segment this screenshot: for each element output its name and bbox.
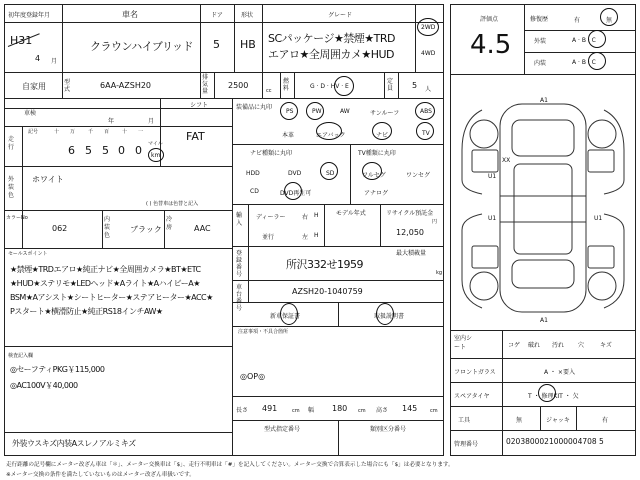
fuel-label: 燃料 [283,78,290,92]
height-value: 145 [402,404,418,413]
exterior-grade-label: 外装 [534,38,547,45]
mileage-digit: 5 [85,144,92,157]
exterior-color: ホワイト [32,175,64,184]
mileage-label: 走行 [8,136,15,151]
capacity-label: 定員 [387,78,394,92]
diagram-mark: XX [502,157,511,164]
inspection-year-unit: 年 [108,118,115,125]
navi-hdd: HDD [246,170,260,177]
sheet-stain: 汚れ [552,342,565,349]
import-left: 左 [302,234,309,241]
car-damage-diagram [452,90,634,326]
exterior-color-label: 外装色 [8,176,15,199]
equip-navi: ナビ [376,132,389,139]
fuel-options: G · D · HV · E [310,83,349,90]
manual-circle [376,303,394,325]
displacement: 2500 [228,81,249,90]
jack-value: 有 [602,417,609,424]
usage: 自家用 [22,82,46,91]
mgmt-number: 0203800021000004708 5 [506,437,604,446]
km-label: km [151,152,161,159]
displacement-label: 排気量 [202,74,209,95]
equip-tv: TV [422,130,430,137]
sales-line-2: ★HUD★ステリモ★LEDヘッド★Aライト★AハイビーA★ [10,279,200,288]
doors-label: ドア [211,12,223,19]
navi-sd-circle [320,162,338,180]
diagram-mark: A1 [540,317,548,324]
warranty-circle [280,303,298,325]
grade-line-2: エアロ★全周囲カメ★HUD [268,48,395,61]
inspector-label: 検査記入欄 [8,353,34,359]
equip-aw: AW [340,108,350,115]
height-unit: cm [430,408,438,414]
height-label: 高さ [376,407,389,414]
registration-label: 登録番号 [236,250,243,278]
sheet-koge: コゲ [508,342,521,349]
sales-point-label: セールスポイント [8,251,48,257]
interior-b-circle [588,52,606,70]
class-label: 類別区分番号 [370,426,407,433]
equip-abs: ABS [420,108,432,115]
drive-4wd: 4WD [421,50,436,57]
doors-value: 5 [213,38,220,51]
equip-leather: 本革 [282,132,295,139]
mile-label: マイル [148,141,163,147]
repair-label: 修復歴 [530,16,549,23]
tv-fullseg-circle [362,162,382,180]
navi-dvd: DVD [288,170,302,177]
first-reg-label: 初年度登録年月 [8,12,51,19]
new-car-warranty: 新車保証書 [270,313,301,320]
equip-airbag-circle [316,122,342,140]
equip-navi-circle [372,122,392,140]
shape-label: 形状 [241,12,254,19]
front-glass-value: A ・ ×要入 [544,369,575,376]
length-label: 長さ [236,407,249,414]
equip-pw: PW [312,108,322,115]
navi-type-label: ナビ種類に丸印 [250,150,293,157]
repair-kit-circle [538,384,556,402]
km-circle [148,148,164,162]
tv-fullseg: フルセグ [362,172,386,179]
chassis-label: 車台番号 [236,284,243,312]
shift-label: シフト [190,102,209,109]
navi-dvd-playback: DVD再生可 [280,190,312,197]
model-code: 6AA-AZSH20 [100,81,152,90]
equip-airbag: エアバック [316,132,346,139]
registration-number: 所沢332せ1959 [286,258,363,271]
width-label: 幅 [308,407,315,414]
import-right: 右 [302,214,309,221]
navi-sd: SD [326,170,335,177]
mileage-digit: 0 [118,144,125,157]
max-load-label: 最大積載量 [396,250,427,257]
exterior-grades: A · B · C [572,37,596,44]
inspector-line-1: ◎セーフティPKG￥115,000 [10,365,105,374]
capacity-unit: 人 [425,86,432,93]
inspector-line-2: ◎AC100V￥40,000 [10,381,78,390]
name-label: 車名 [122,10,138,19]
footer-line-2: ※メーター交換の条件を満たしていないものはメーター改ざん車扱いです。 [6,472,195,478]
interior-color-label: 内装色 [104,216,111,239]
tools-value: 無 [516,417,523,424]
ac-value: AAC [194,224,211,233]
diagram-mark: U1 [594,215,603,222]
width-value: 180 [332,404,348,413]
sales-line-3: BSM★Aアシスト★シートヒーター★ステアヒーター★ACC★ [10,293,213,302]
import-parallel: 並行 [262,234,275,241]
capacity: 5 [412,81,418,90]
inspection-month-unit: 月 [148,118,155,125]
notes-label: 注意事項・不具合箇所 [238,329,289,335]
mileage-digit: 0 [135,144,142,157]
tv-oneseg: ワンセグ [406,172,431,179]
car-name: クラウンハイブリッド [90,40,194,53]
color-no: 062 [52,224,68,233]
spare-tire-label: スペアタイヤ [454,393,490,400]
import-h-2: H [314,232,319,239]
interior-sheet-label: 室内シート [454,335,473,351]
first-reg-month-unit: 月 [51,58,58,65]
drive-2wd: 2WD [421,24,436,31]
mgmt-label: 管理番号 [454,441,479,448]
equip-pw-circle [306,102,324,120]
type-label: 型式 [64,79,71,93]
tv-analog: アナログ [364,190,389,197]
grade-line-1: SCパッケージ★禁煙★TRD [268,32,395,45]
repair-no: 無 [606,17,613,24]
import-h-1: H [314,212,319,219]
fuel-hv-circle [334,76,354,96]
score-value: 4.5 [470,30,512,60]
equip-ps: PS [286,108,294,115]
drive-2wd-circle [417,18,439,36]
interior-grade-label: 内装 [534,60,547,67]
diagram-mark: U1 [488,173,497,180]
sheet-scratch: キズ [600,342,612,349]
interior-grades: A · B · C [572,59,596,66]
notes-value: ◎OP◎ [240,372,266,381]
shift-value: FAT [186,130,205,143]
exterior-b-circle [588,30,606,48]
inspection-label: 車検 [24,110,37,117]
width-unit: cm [358,408,366,414]
equip-sunroof: サンルーフ [370,110,400,117]
recycle-label: リサイクル預託金 [386,210,434,217]
sheet-tear: 破れ [528,342,541,349]
diagram-mark: A1 [540,97,548,104]
length-unit: cm [292,408,300,414]
cc-unit: cc [266,88,272,94]
color-note: ( ) 色替車は色替と記入 [146,201,199,207]
type-cert-label: 型式指定番号 [264,426,301,433]
jack-label: ジャッキ [546,417,570,424]
first-reg-era: H31 [10,34,33,47]
first-reg-month: 4 [35,54,41,63]
recycle-yen: 円 [432,219,438,225]
interior-color: ブラック [130,225,162,234]
color-no-label: カラーNo [6,215,28,221]
front-glass-label: フロントガラス [454,369,496,376]
recycle-value: 12,050 [396,228,424,237]
footer-line-1: 走行距離の記号欄にメーター改ざん車は「＊」、メーター交換車は「$」、走行不明車は「#」を記入してください。メーター交換で合算表示した場合にも「$」は必要となります。 [6,462,454,468]
mileage-digits [60,144,160,158]
equip-abs-circle [415,102,435,120]
tv-type-label: TV種類に丸印 [358,150,396,157]
equip-ps-circle [280,102,298,120]
sheet-hole: 穴 [578,342,585,349]
grade-label: グレード [328,12,353,19]
score-label: 評価点 [480,16,499,23]
max-load-unit: kg [436,270,443,276]
chassis-number: AZSH20-1040759 [292,287,363,296]
navi-dvd-playback-circle [284,182,302,200]
repair-no-circle [600,8,618,26]
mileage-digit: 6 [68,144,75,157]
shape-value: HB [240,38,256,51]
sales-line-4: Pスタート★横滑防止★純正RS18インチAW★ [10,307,163,316]
manual: 取扱説明書 [374,313,405,320]
bottom-note: 外装ウスキズ内装Aスレノアルミキズ [12,439,136,448]
navi-cd: CD [250,188,259,195]
diagram-mark: U1 [488,215,497,222]
model-year-label: モデル年式 [336,210,366,217]
mileage-digit-labels: 記号 十 万 千 百 十 一 [28,129,144,135]
repair-yes: 有 [574,17,581,24]
equip-tv-circle [416,122,434,140]
length-value: 491 [262,404,278,413]
mileage-digit: 5 [102,144,109,157]
equipment-label: 装備品に丸印 [236,104,273,111]
tools-label: 工具 [458,417,471,424]
sales-line-1: ★禁煙★TRDエアロ★純正ナビ★全周囲カメラ★BT★ETC [10,265,201,274]
ac-label: 冷房 [166,216,173,231]
import-label: 輸入 [236,212,243,227]
import-dealer: ディーラー [256,214,286,221]
spare-tire-value: T ・ 修理KIT ・ 欠 [528,393,579,400]
